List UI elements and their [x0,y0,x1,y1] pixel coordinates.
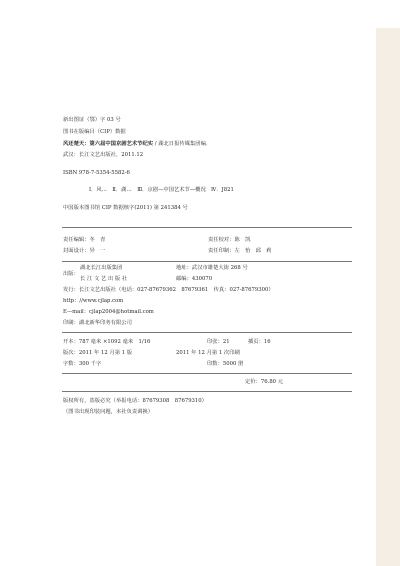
publisher-group: 湖北长江出版集团 [80,265,123,271]
cip-number: 中国版本图书馆 CIP 数据核字(2011) 第 241384 号 [63,205,188,211]
price: 定价：76.80 元 [245,379,284,385]
divider [62,227,352,228]
responsible-editor: 责任编辑：冬 青 [63,237,106,243]
cip-title-line [63,141,211,148]
publisher-postcode: 邮编：430070 [176,276,213,282]
responsible-proofreader: 责任校对：陈 凯 [208,237,251,243]
format: 开本：787 毫米 ×1092 毫米 1/16 [63,339,151,345]
printing: 2011 年 12 月第 1 次印刷 [176,350,240,356]
printer: 印刷：湖北新华印务有限公司 [63,320,132,326]
page-edge-strip [376,28,400,566]
responsible-printing: 责任印制：左 怡 邱 莉 [208,248,272,254]
cip-publication: 武汉：长江文艺出版社，2011.12 [63,152,144,158]
publishing-license: 新出图证（鄂）字 03 号 [63,117,121,123]
divider [62,261,352,262]
divider [62,373,352,374]
email: E—mail：cjlap2004@hotmail.com [63,309,154,315]
book-editor: / 湖北日报传媒集团编． [153,141,212,147]
word-count: 字数：300 千字 [63,361,102,367]
cover-design: 封面设计：异 一 [63,248,106,254]
publisher-address: 地址：武汉市雄楚大街 268 号 [176,265,248,271]
publisher-label: 出版： [63,271,79,277]
printed-sheets: 印张：21 [207,339,230,345]
print-run: 印数：5000 册 [207,361,244,367]
website: http：//www.cjlap.com [63,298,124,304]
publisher-name: 长 江 文 艺 出 版 社 [80,276,128,282]
edition: 版次：2011 年 12 月第 1 版 [63,350,133,356]
cip-heading: 图书在版编目（CIP）数据 [63,129,126,135]
quality-notice: （图书出现印装问题，本社负责调换） [63,409,154,415]
classification: Ⅰ．风… Ⅱ．湖… Ⅲ．京剧—中国艺术节—概况 Ⅳ．J821 [89,187,234,193]
copyright-notice: 版权所有，盗版必究（举报电话：87679308 87679310） [63,398,207,404]
isbn: ISBN 978-7-5354-5582-6 [63,170,130,176]
book-title: 风还楚天：第六届中国京剧艺术节纪实 [63,141,154,147]
distribution: 发行：长江文艺出版社（电话：027-87679362 87679361 传真：027-87679300） [63,287,274,293]
divider [62,391,352,392]
divider [62,332,352,333]
inserts: 插页：16 [248,339,271,345]
